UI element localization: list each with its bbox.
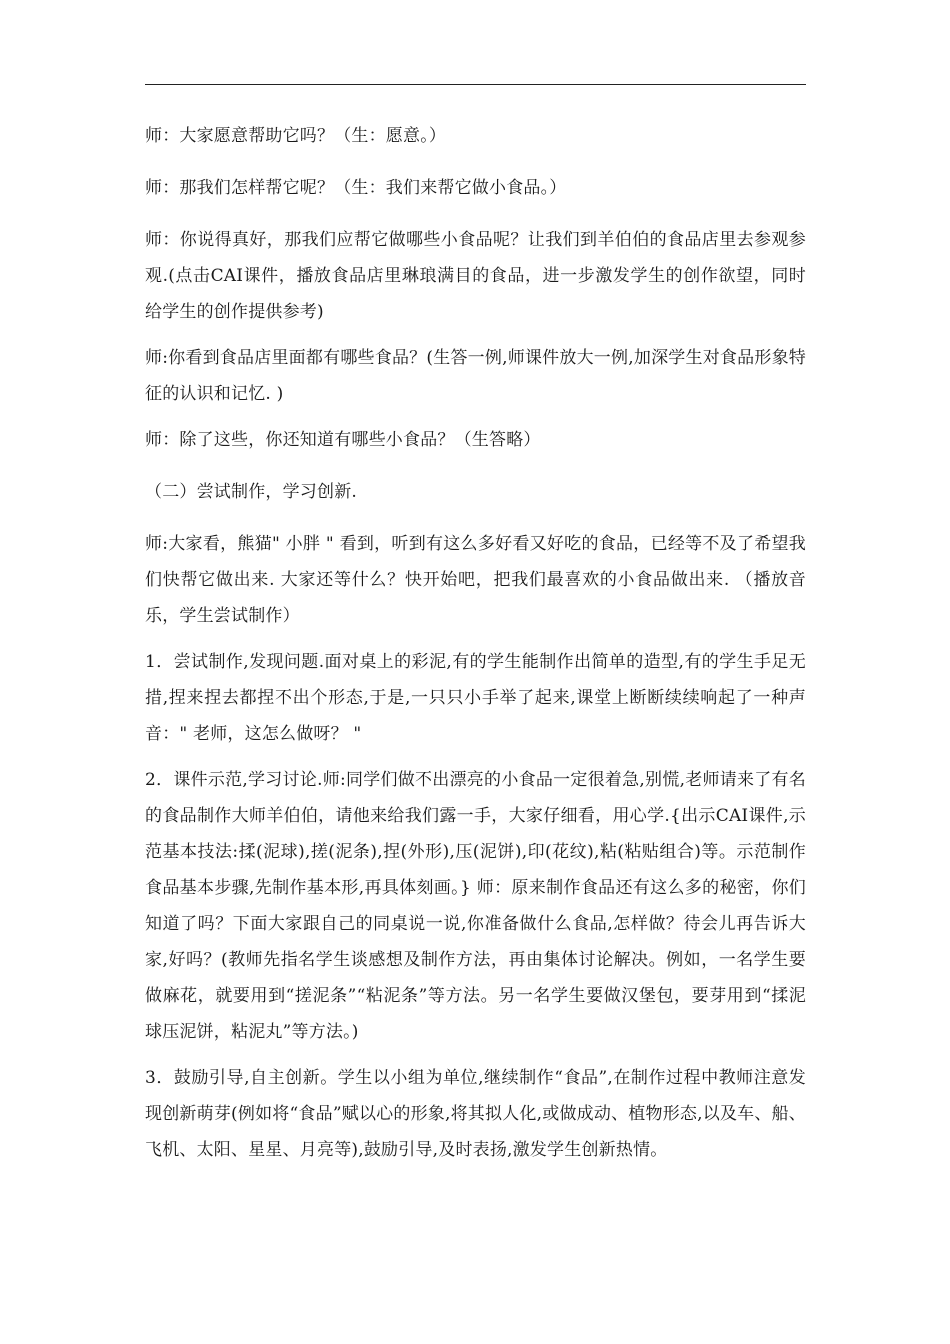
paragraph-1: 师：大家愿意帮助它吗？（生：愿意。） bbox=[145, 126, 447, 146]
paragraph-4: 师:你看到食品店里面都有哪些食品？(生答一例,师课件放大一例,加深学生对食品形象特征的认识和记忆. ) bbox=[145, 348, 806, 404]
section-heading: （二）尝试制作，学习创新. bbox=[145, 482, 358, 502]
paragraph-3: 师：你说得真好，那我们应帮它做哪些小食品呢？让我们到羊伯伯的食品店里去参观参观.(点击CAI课件，播放食品店里琳琅满目的食品，进一步激发学生的创作欲望，同时给学生的创作提供参考) bbox=[145, 230, 806, 322]
paragraph-6: 师:大家看，熊猫" 小胖 " 看到，听到有这么多好看又好吃的食品，已经等不及了希望我们快帮它做出来. 大家还等什么？快开始吧，把我们最喜欢的小食品做出来. （播放音乐，学生尝试制作） bbox=[145, 534, 806, 626]
paragraph-2: 师：那我们怎样帮它呢？（生：我们来帮它做小食品。） bbox=[145, 178, 567, 198]
paragraph-8: 2．课件示范,学习讨论.师:同学们做不出漂亮的小食品一定很着急,别慌,老师请来了有名的食品制作大师羊伯伯，请他来给我们露一手，大家仔细看，用心学.{出示CAI课件,示范基本技法:揉(泥球),搓(泥条),捏(外形),压(泥饼),印(花纹),粘(粘贴组合)等。示范制作食品基本步骤,先制作基本形,再具体刻画。} 师：原来制作食品还有这么多的秘密，你们知道了吗？下面大家跟自己的同桌说一说,你准备做什么食品,怎样做？待会儿再告诉大家,好吗？(教师先指名学生谈感想及制作方法，再由集体讨论解决。例如，一名学生要 做麻花，就要用到“搓泥条”“粘泥条”等方法。另一名学生要做汉堡包，要芽用到“揉泥球压泥饼，粘泥丸”等方法。) bbox=[145, 770, 806, 1042]
paragraph-5: 师：除了这些，你还知道有哪些小食品？（生答略） bbox=[145, 430, 541, 450]
paragraph-9: 3．鼓励引导,自主创新。学生以小组为单位,继续制作“食品”,在制作过程中教师注意发现创新萌芽(例如将“食品”赋以心的形象,将其拟人化,或做成动、植物形态,以及车、船、飞机、太阳、星星、月亮等),鼓励引导,及时表扬,激发学生创新热情。 bbox=[145, 1068, 806, 1160]
header-rule bbox=[145, 84, 806, 85]
paragraph-7: 1．尝试制作,发现问题.面对桌上的彩泥,有的学生能制作出简单的造型,有的学生手足无措,捏来捏去都捏不出个形态,于是,一只只小手举了起来,课堂上断断续续响起了一种声音：" 老师，这怎么做呀？ " bbox=[145, 652, 806, 744]
document-body bbox=[145, 118, 806, 1178]
